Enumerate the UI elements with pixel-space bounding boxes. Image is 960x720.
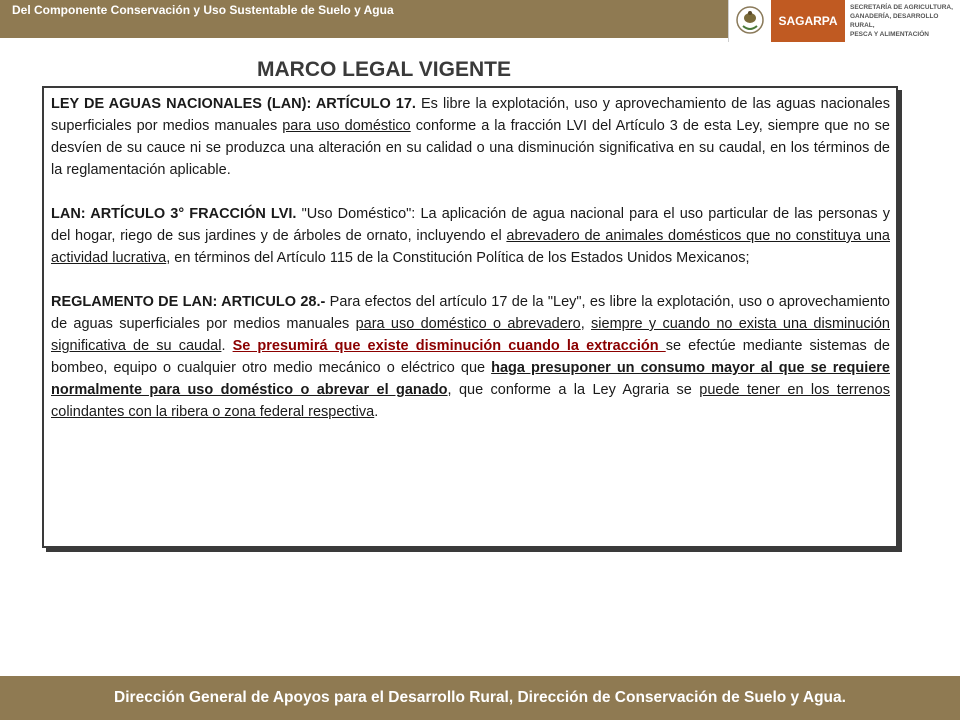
sagarpa-brand: SAGARPA: [771, 0, 845, 42]
sagarpa-logo: [728, 0, 960, 42]
footer-bar: [0, 676, 960, 720]
lan-article-17: LEY DE AGUAS NACIONALES (LAN): ARTÍCULO 17. Es libre la explotación, uso y aprovechamiento de las aguas nacionales superficiales por medios manuales para uso doméstico conforme a la fracción LVI del Artículo 3 de esta Ley, siempre que no se desvíen de su cauce ni se produzca una alteración en su calidad o una disminución significativa en su caudal, en los términos de la reglamentación aplicable.: [51, 96, 891, 178]
secretaria-label: SECRETARÍA DE AGRICULTURA, GANADERÍA, DESARROLLO RURAL, PESCA Y ALIMENTACIÓN: [850, 4, 953, 38]
header-title: Del Componente Conservación y Uso Sustentable de Suelo y Agua: [12, 3, 394, 17]
highlighted-text: Se presumirá que existe disminución cuando la extracción: [232, 338, 666, 354]
section-heading: LAN: ARTÍCULO 3° FRACCIÓN LVI.: [51, 206, 297, 222]
header-bar: [0, 0, 960, 38]
mexican-coat-of-arms-icon: [735, 4, 765, 37]
reglamento-article-28: REGLAMENTO DE LAN: ARTICULO 28.- Para efectos del artículo 17 de la "Ley", es libre la explotación, uso o aprovechamiento de aguas superficiales por medios manuales para uso doméstico o abrevadero, siempre y cuando no exista una disminución significativa de su caudal. Se presumirá que existe disminución cuando la extracción se efectúe mediante sistemas de bombeo, equipo o cualquier otro medio mecánico o eléctrico que haga presuponer un consumo mayor al que se requiere normalmente para uso doméstico o abrevar el ganado, que conforme a la Ley Agraria se puede tener en los terrenos colindantes con la ribera o zona federal respectiva.: [51, 294, 890, 420]
legal-text-box: [42, 86, 898, 548]
lan-article-3: LAN: ARTÍCULO 3° FRACCIÓN LVI. "Uso Doméstico": La aplicación de agua nacional para el uso particular de las personas y del hogar, riego de sus jardines y de árboles de ornato, incluyendo el abrevadero de animales domésticos que no constituya una actividad lucrativa, en términos del Artículo 115 de la Constitución Política de los Estados Unidos Mexicanos;: [51, 206, 890, 266]
footer-text: Dirección General de Apoyos para el Desarrollo Rural, Dirección de Conservación de Suelo y Agua.: [114, 689, 846, 706]
section-heading: LEY DE AGUAS NACIONALES (LAN): ARTÍCULO 17.: [51, 96, 416, 112]
page-title: MARCO LEGAL VIGENTE: [257, 58, 511, 81]
section-heading: REGLAMENTO DE LAN: ARTICULO 28.-: [51, 294, 326, 310]
